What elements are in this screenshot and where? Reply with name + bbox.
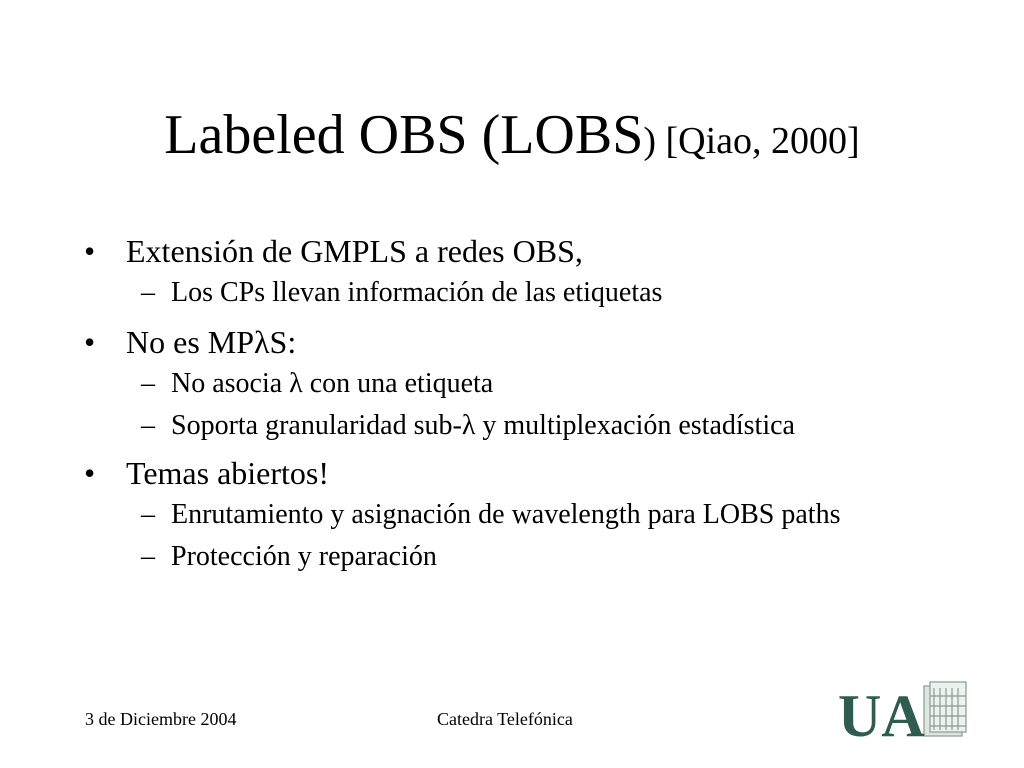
bullet-item — [84, 230, 964, 272]
dash-marker: – — [141, 368, 155, 399]
bullet-marker: • — [84, 455, 96, 491]
ua-logo — [836, 680, 970, 740]
bullet-text: Extensión de GMPLS a redes OBS, — [126, 233, 583, 269]
sub-bullet-text: Los CPs llevan información de las etiquetas — [171, 277, 663, 308]
bullet-marker: • — [84, 233, 96, 269]
sub-bullet-text: Enrutamiento y asignación de wavelength para LOBS paths — [171, 499, 841, 530]
bullet-list — [84, 226, 964, 573]
bullet-item — [84, 321, 964, 363]
dash-marker: – — [141, 499, 155, 530]
bullet-item — [84, 452, 964, 494]
sub-bullet-item — [141, 540, 964, 573]
dash-marker: – — [141, 410, 155, 441]
logo-building-icon — [924, 682, 966, 736]
title-main: Labeled OBS (LOBS — [164, 104, 644, 166]
sub-bullet-item — [141, 367, 964, 400]
title-suffix: ) [Qiao, 2000] — [643, 120, 860, 162]
dash-marker: – — [141, 541, 155, 572]
slide-title — [0, 100, 1024, 176]
sub-bullet-item — [141, 409, 964, 442]
bullet-text: No es MPλS: — [126, 324, 297, 360]
bullet-text: Temas abiertos! — [126, 455, 330, 491]
bullet-marker: • — [84, 324, 96, 360]
sub-bullet-text: Soporta granularidad sub-λ y multiplexación estadística — [171, 410, 795, 441]
footer-organization: Catedra Telefónica — [437, 709, 573, 729]
dash-marker: – — [141, 277, 155, 308]
sub-bullet-item — [141, 498, 964, 531]
sub-bullet-text: No asocia λ con una etiqueta — [171, 368, 494, 399]
logo-letters: UA — [838, 683, 925, 740]
sub-bullet-item — [141, 276, 964, 309]
footer-date: 3 de Diciembre 2004 — [85, 709, 237, 729]
sub-bullet-text: Protección y reparación — [171, 541, 437, 572]
